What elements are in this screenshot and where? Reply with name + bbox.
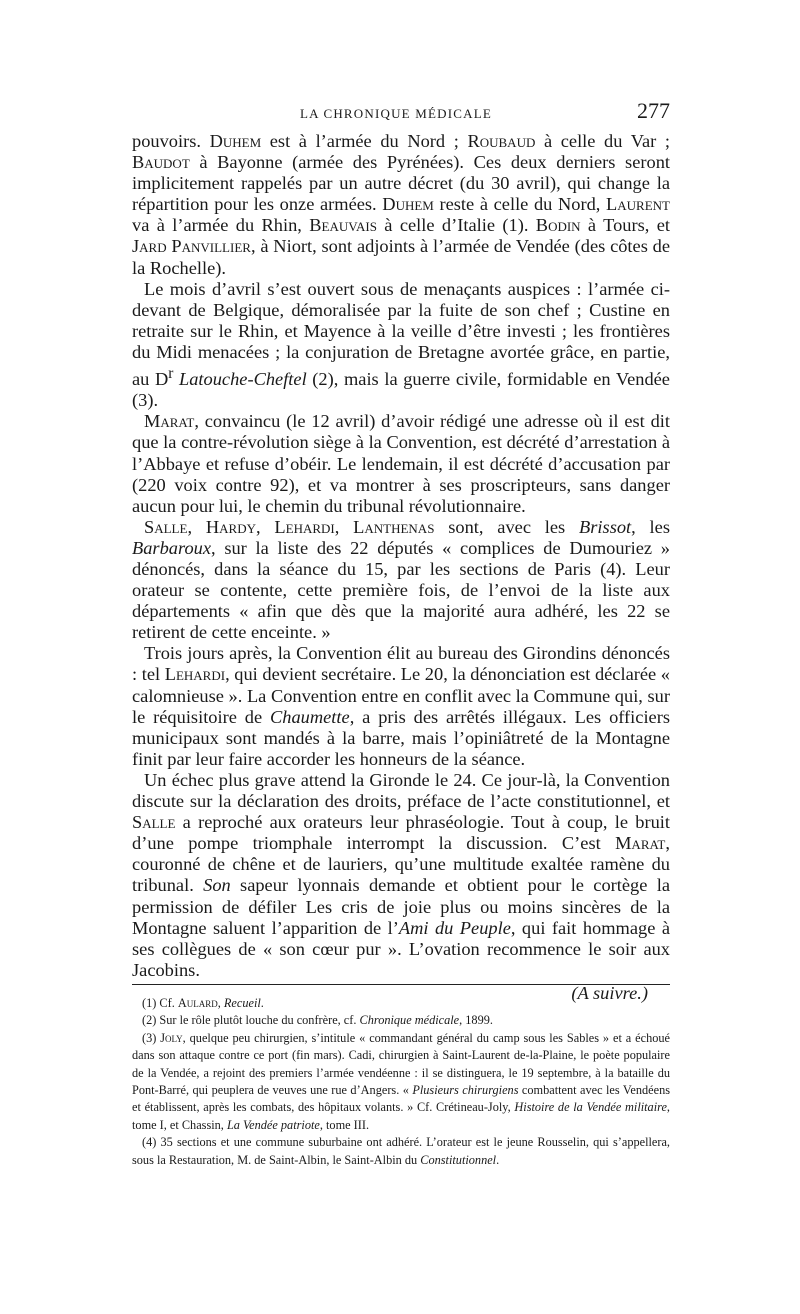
running-title: LA CHRONIQUE MÉDICALE	[300, 106, 493, 121]
footnote: (3) Joly, quelque peu chirurgien, s’intitule « commandant général du camp sous les Sables » et a échoué dans son attaque contre ce port (fin mars). Cadi, chirurgien à Saint-Laurent de-la-Plaine, le poète populaire de la Vendée, a rejoint des premiers l’armée vendéenne : il se distinguera, le 19 septembre, à la bataille du Pont-Barré, qui peuplera de veuves une rue d’Angers. « Plusieurs chirurgiens combattent avec les Vendéens et établissent, après les combats, des hôpitaux volants. » Cf. Crétineau-Joly, Histoire de la Vendée militaire, tome I, et Chassin, La Vendée patriote, tome III.	[132, 1030, 671, 1132]
paragraph: Le mois d’avril s’est ouvert sous de menaçants auspices : l’armée ci-devant de Belgique, démoralisée par la fuite de son chef ; Custine en retraite sur le Rhin, et Mayence à la veille d’être investi ; les frontières du Midi menacées ; la conjuration de Bretagne avortée grâce, en partie, au $D^r$ Latouche-Cheftel (2), mais la guerre civile, formidable en Vendée (3).	[132, 278, 670, 411]
italic-title: La Vendée patriote	[226, 1117, 320, 1132]
person-name: Lanthenas	[353, 516, 435, 537]
person-name: Hardy	[205, 516, 256, 537]
italic-word: Son	[203, 875, 231, 896]
person-name: Joly	[160, 1030, 183, 1045]
person-name: Jard Panvillier	[132, 236, 251, 257]
italic-quote: Plusieurs chirurgiens	[412, 1083, 519, 1098]
person-name: Salle	[144, 516, 188, 537]
person-name: Roubaud	[467, 131, 536, 151]
page-number: 277	[637, 98, 670, 123]
footnote-divider	[132, 984, 670, 985]
person-name: Marat	[144, 411, 195, 432]
footnotes	[132, 995, 670, 1169]
person-name: Marat	[615, 833, 666, 854]
page-header	[132, 100, 670, 128]
main-text	[132, 131, 670, 1004]
person-name: Lehardi	[274, 516, 335, 537]
person-name: Duhem	[209, 131, 262, 151]
italic-name: Latouche-Cheftel	[179, 369, 307, 390]
person-name: Baudot	[132, 152, 190, 173]
person-name: Salle	[132, 812, 176, 833]
italic-name: Chaumette	[270, 706, 350, 727]
italic-name: Brissot	[579, 516, 632, 537]
italic-title: Histoire de la Vendée militaire	[514, 1100, 667, 1115]
person-name: Lehardi	[164, 664, 226, 685]
person-name: Duhem	[382, 194, 434, 215]
italic-title: Recueil	[223, 996, 261, 1010]
footnote: (4) 35 sections et une commune suburbaine ont adhéré. L’orateur est le jeune Rousselin, qui s’appellera, sous la Restauration, M. de Saint-Albin, le Saint-Albin du Constitutionnel.	[132, 1135, 670, 1167]
person-name: Bodin	[535, 215, 581, 236]
paragraph: pouvoirs. Duhem est à l’armée du Nord ; Roubaud à celle du Var ; Baudot à Bayonne (armée des Pyrénées). Ces deux derniers seront implicitement rappelés par un autre décret (du 30 avril), qui change la répartition pour les onze armées. Duhem reste à celle du Nord, Laurent va à l’armée du Rhin, Beauvais à celle d’Italie (1). Bodin à Tours, et Jard Panvillier, à Niort, sont adjoints à l’armée de Vendée (des côtes de la Rochelle).	[132, 131, 671, 278]
paragraph: Trois jours après, la Convention élit au bureau des Girondins dénoncés : tel Lehardi, qui devient secrétaire. Le 20, la dénonciation est déclarée « calomnieuse ». La Convention entre en conflit avec la Commune qui, sur le réquisitoire de Chaumette, a pris des arrêtés illégaux. Les officiers municipaux sont mandés à la barre, mais l’opiniâtreté de la Montagne finit par leur faire accorder les honneurs de la séance.	[132, 643, 671, 769]
footnote: (1) Cf. Aulard, Recueil.	[142, 996, 264, 1010]
person-name: Laurent	[606, 194, 670, 215]
to-be-continued: (A suivre.)	[571, 982, 648, 1003]
footnote: (2) Sur le rôle plutôt louche du confrère, cf. Chronique médicale, 1899.	[142, 1013, 493, 1028]
person-name: Beauvais	[309, 215, 377, 236]
italic-title: Ami du Peuple	[398, 917, 511, 938]
paragraph: Salle, Hardy, Lehardi, Lanthenas sont, avec les Brissot, les Barbaroux, sur la liste des 22 députés « complices de Dumouriez » dénoncés, dans la séance du 15, par les sections de Paris (4). Leur orateur se contente, cette première fois, de l’envoi de la liste aux départements « afin que dès que la majorité aura adhéré, les 22 se retirent de cette enceinte. »	[132, 516, 670, 643]
italic-title: Constitutionnel	[420, 1152, 497, 1167]
person-name: Aulard	[177, 996, 218, 1010]
italic-title: Chronique médicale	[359, 1013, 460, 1028]
paragraph: Un échec plus grave attend la Gironde le 24. Ce jour-là, la Convention discute sur la déclaration des droits, préface de l’acte constitutionnel, et Salle a reproché aux orateurs leur phraséologie. Tout à coup, le bruit d’une pompe triomphale interrompt la discussion. C’est Marat, couronné de chêne et de lauriers, qu’une multitude exaltée ramène du tribunal. Son sapeur lyonnais demande et obtient pour le cortège la permission de défiler Les cris de joie plus ou moins sincères de la Montagne saluent l’apparition de l’Ami du Peuple, qui fait hommage à ses collègues de « son cœur pur ». L’ovation recommence le soir aux Jacobins.	[132, 769, 670, 980]
italic-name: Barbaroux	[132, 537, 212, 558]
paragraph: Marat, convaincu (le 12 avril) d’avoir rédigé une adresse où il est dit que la contre-révolution siège à la Convention, est décrété d’arrestation à l’Abbaye et refuse d’obéir. Le lendemain, il est décrété d’accusation par (220 voix contre 92), et va montrer à ses proscripteurs, sans danger aucun pour lui, le chemin du tribunal révolutionnaire.	[132, 411, 670, 516]
